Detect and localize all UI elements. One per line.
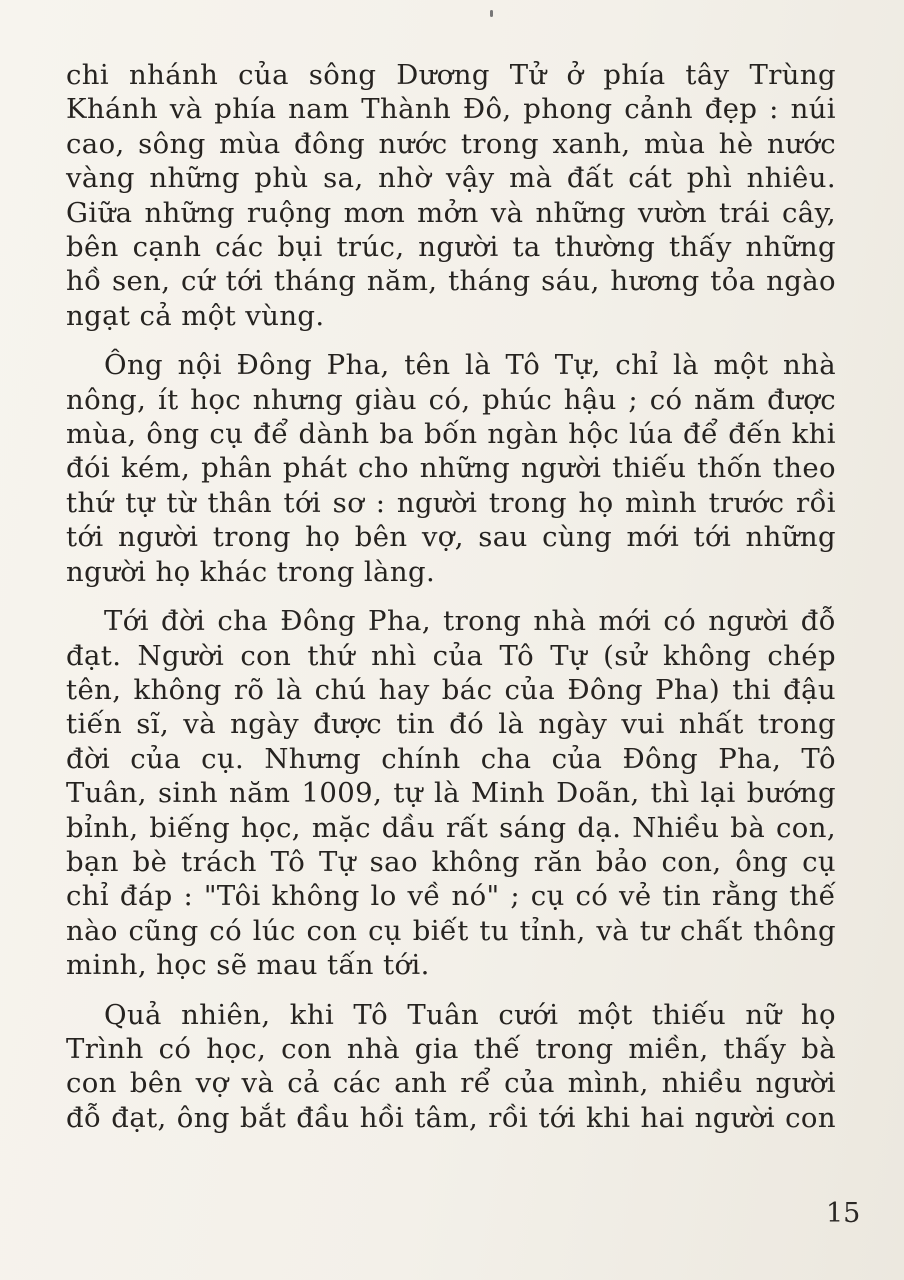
text-line: con bên vợ và cả các anh rể của mình, nhiều người (66, 1067, 836, 1100)
text-line: nông, ít học nhưng giàu có, phúc hậu ; có năm được (66, 383, 836, 416)
paragraph-2 (66, 348, 836, 589)
text-line: Khánh và phía nam Thành Đô, phong cảnh đẹp : núi (66, 93, 836, 126)
text-line: chỉ đáp : "Tôi không lo về nó" ; cụ có vẻ tin rằng thế (66, 880, 836, 913)
text-line: Ông nội Đông Pha, tên là Tô Tự, chỉ là một nhà (104, 349, 836, 382)
text-line: cao, sông mùa đông nước trong xanh, mùa hè nước (66, 127, 836, 160)
text-line: Quả nhiên, khi Tô Tuân cưới một thiếu nữ họ (104, 998, 836, 1031)
text-line: người họ khác trong làng. (66, 555, 436, 588)
text-line: bạn bè trách Tô Tự sao không răn bảo con, ông cụ (66, 845, 836, 878)
paragraph-3 (66, 604, 836, 982)
page-number: 15 (826, 1198, 861, 1229)
text-line: đời của cụ. Nhưng chính cha của Đông Pha, Tô (66, 742, 836, 775)
paragraph-4 (66, 998, 836, 1136)
text-line: Tuân, sinh năm 1009, tự là Minh Doãn, thì lại bướng (66, 777, 836, 810)
body-text (66, 58, 836, 1150)
text-line: tên, không rõ là chú hay bác của Đông Pha) thi đậu (66, 673, 836, 706)
text-line: Giữa những ruộng mơn mởn và những vườn trái cây, (66, 196, 836, 229)
text-line: hồ sen, cứ tới tháng năm, tháng sáu, hương tỏa ngào (66, 265, 836, 298)
text-line: đói kém, phân phát cho những người thiếu thốn theo (66, 452, 836, 485)
text-line: nào cũng có lúc con cụ biết tu tỉnh, và tư chất thông (66, 914, 836, 947)
text-line: Trình có học, con nhà gia thế trong miền, thấy bà (66, 1032, 836, 1065)
text-line: đỗ đạt, ông bắt đầu hồi tâm, rồi tới khi hai người con (66, 1101, 836, 1134)
text-line: vàng những phù sa, nhờ vậy mà đất cát phì nhiêu. (66, 162, 836, 195)
text-line: tới người trong họ bên vợ, sau cùng mới tới những (66, 521, 836, 554)
print-speck (490, 10, 493, 17)
text-line: Tới đời cha Đông Pha, trong nhà mới có người đỗ (104, 605, 836, 638)
text-line: bỉnh, biếng học, mặc dầu rất sáng dạ. Nhiều bà con, (66, 811, 836, 844)
text-line: chi nhánh của sông Dương Tử ở phía tây Trùng (66, 59, 836, 91)
text-line: minh, học sẽ mau tấn tới. (66, 949, 430, 982)
text-line: bên cạnh các bụi trúc, người ta thường thấy những (66, 231, 836, 264)
text-line: thứ tự từ thân tới sơ : người trong họ mình trước rồi (66, 486, 836, 519)
text-line: mùa, ông cụ để dành ba bốn ngàn hộc lúa để đến khi (66, 418, 836, 451)
paragraph-1 (66, 58, 836, 333)
text-line: tiến sĩ, và ngày được tin đó là ngày vui nhất trong (66, 708, 836, 741)
text-line: ngạt cả một vùng. (66, 299, 325, 332)
text-line: đạt. Người con thứ nhì của Tô Tự (sử không chép (66, 639, 836, 672)
